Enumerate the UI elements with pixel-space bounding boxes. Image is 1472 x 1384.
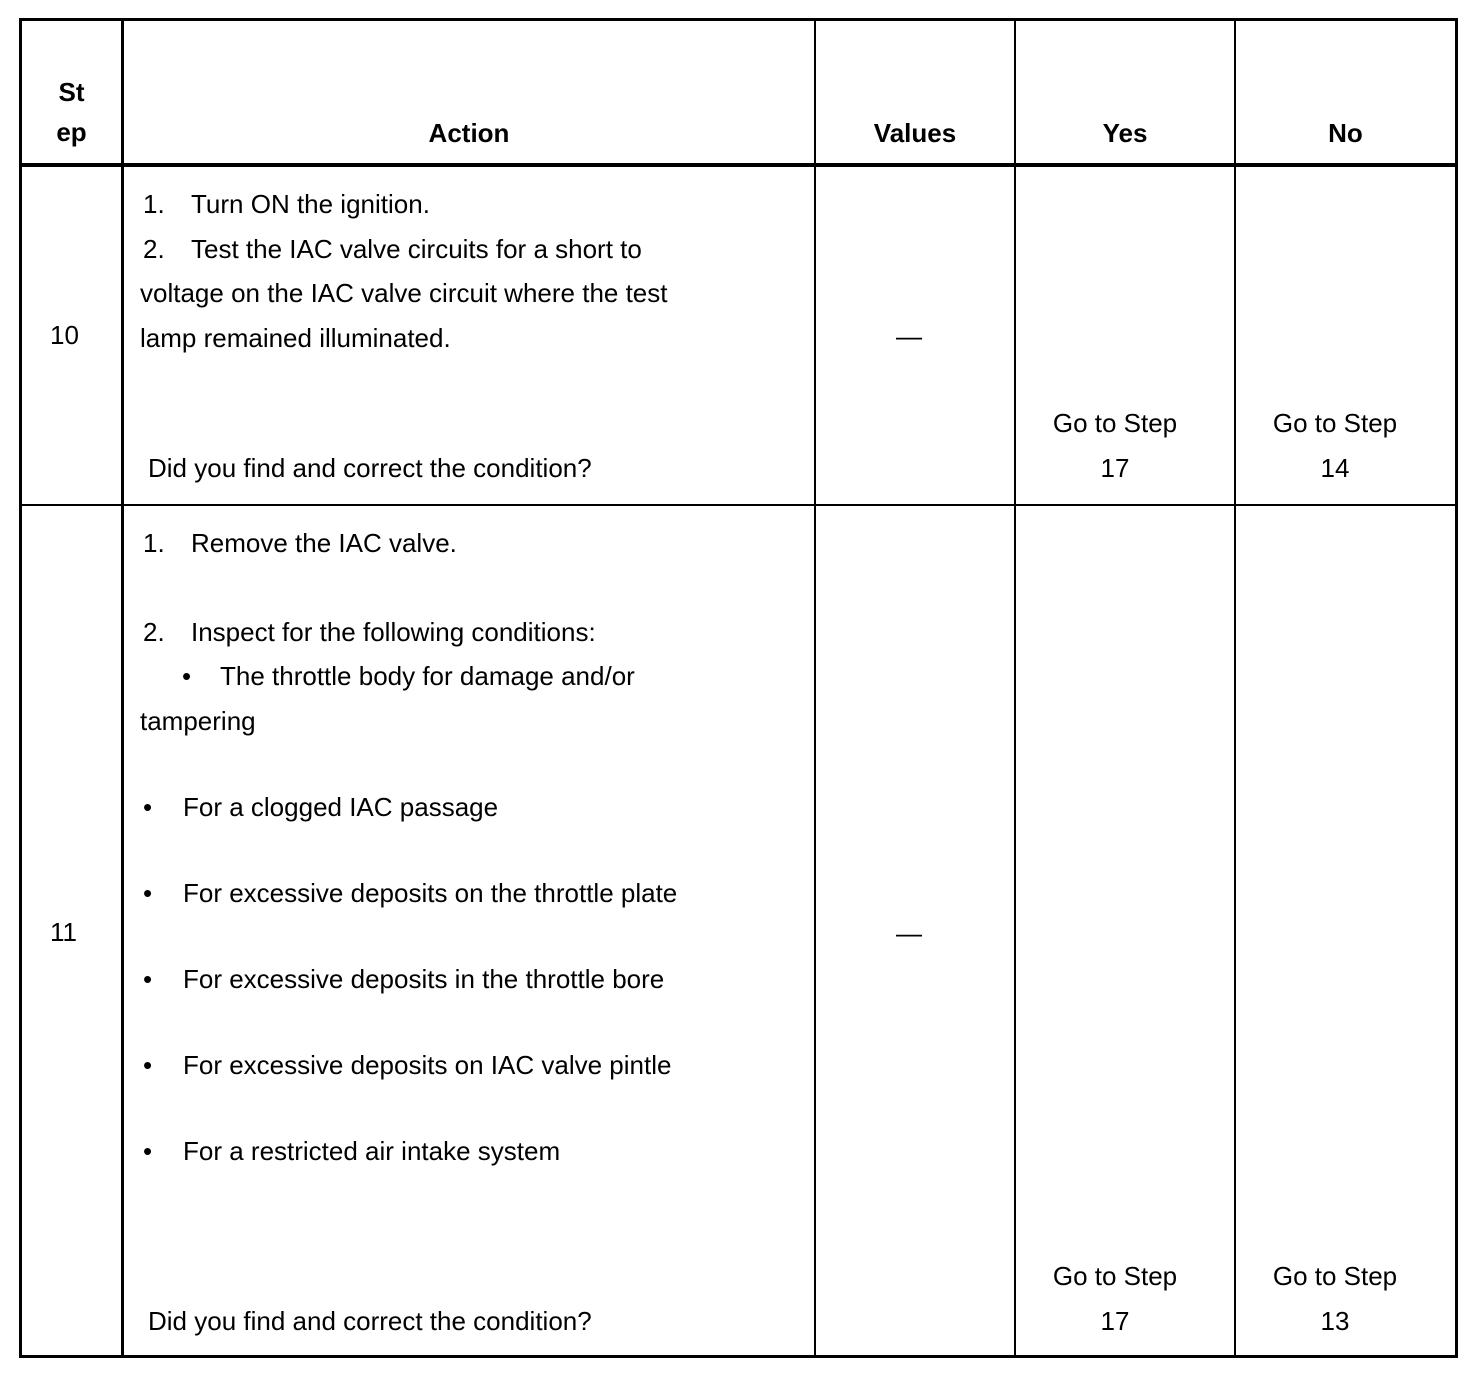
bullet: • bbox=[143, 792, 153, 822]
border-right bbox=[1455, 18, 1458, 1358]
action-item-2-cont: lamp remained illuminated. bbox=[140, 323, 451, 353]
bullet: • bbox=[182, 661, 192, 691]
action-item-number: 1. bbox=[143, 528, 165, 558]
border-top bbox=[19, 18, 1458, 21]
no-goto-label: Go to Step bbox=[1272, 1261, 1398, 1291]
col-divider-values bbox=[1014, 18, 1016, 1358]
values-cell: — bbox=[896, 918, 922, 948]
action-bullet bbox=[143, 957, 664, 1002]
header-step bbox=[22, 72, 121, 152]
action-bullet bbox=[143, 1129, 560, 1174]
action-item-number: 2. bbox=[143, 617, 165, 647]
no-goto-step: 13 bbox=[1320, 1305, 1350, 1336]
header-step-line2: ep bbox=[56, 117, 87, 147]
row-divider bbox=[19, 504, 1458, 506]
action-bullet-text: For excessive deposits in the throttle bore bbox=[183, 964, 665, 994]
step-number: 11 bbox=[50, 917, 77, 947]
bullet: • bbox=[143, 878, 153, 908]
no-cell bbox=[1236, 1254, 1434, 1343]
action-bullet bbox=[143, 1043, 671, 1088]
border-left bbox=[19, 18, 22, 1358]
col-divider-step bbox=[121, 18, 124, 1358]
action-item-text: Remove the IAC valve. bbox=[191, 528, 457, 558]
action-item-1 bbox=[143, 521, 457, 566]
yes-cell bbox=[1016, 1254, 1214, 1343]
action-subitem-cont: tampering bbox=[140, 706, 256, 736]
yes-goto-step: 17 bbox=[1100, 1305, 1130, 1336]
col-divider-action bbox=[814, 18, 816, 1358]
bullet: • bbox=[143, 1050, 153, 1080]
bullet: • bbox=[143, 964, 153, 994]
action-item-2 bbox=[143, 610, 596, 655]
action-bullet-text: For excessive deposits on the throttle plate bbox=[183, 878, 678, 908]
step-number: 10 bbox=[50, 320, 79, 350]
border-bottom bbox=[19, 1355, 1458, 1358]
values-cell: — bbox=[896, 321, 922, 351]
action-item-number: 2. bbox=[143, 234, 165, 264]
action-item-1 bbox=[143, 182, 430, 227]
action-item-2-cont: voltage on the IAC valve circuit where the test bbox=[140, 278, 668, 308]
yes-cell bbox=[1016, 401, 1214, 490]
header-action: Action bbox=[428, 118, 510, 148]
action-bullet bbox=[143, 871, 677, 916]
col-divider-yes bbox=[1234, 18, 1236, 1358]
action-subitem-text: The throttle body for damage and/or bbox=[220, 661, 635, 691]
no-goto-step: 14 bbox=[1320, 452, 1350, 483]
action-item-text: Test the IAC valve circuits for a short to bbox=[191, 234, 642, 264]
action-item-text: Turn ON the ignition. bbox=[191, 189, 430, 219]
yes-goto-step: 17 bbox=[1100, 452, 1130, 483]
action-question: Did you find and correct the condition? bbox=[148, 453, 592, 483]
header-step-line1: St bbox=[58, 77, 85, 107]
no-goto-label: Go to Step bbox=[1272, 408, 1398, 438]
action-item-text: Inspect for the following conditions: bbox=[191, 617, 596, 647]
action-bullet-text: For excessive deposits on IAC valve pintle bbox=[183, 1050, 672, 1080]
yes-goto-label: Go to Step bbox=[1052, 1261, 1178, 1291]
header-no: No bbox=[1328, 118, 1363, 148]
action-question: Did you find and correct the condition? bbox=[148, 1306, 592, 1336]
action-bullet-text: For a clogged IAC passage bbox=[183, 792, 499, 822]
action-bullet bbox=[143, 785, 498, 830]
action-subitem bbox=[182, 654, 635, 699]
header-yes: Yes bbox=[1102, 118, 1148, 148]
action-item-2 bbox=[143, 227, 642, 272]
no-cell bbox=[1236, 401, 1434, 490]
action-item-number: 1. bbox=[143, 189, 165, 219]
bullet: • bbox=[143, 1136, 153, 1166]
action-bullet-text: For a restricted air intake system bbox=[183, 1136, 561, 1166]
yes-goto-label: Go to Step bbox=[1052, 408, 1178, 438]
header-values: Values bbox=[873, 118, 957, 148]
header-divider bbox=[19, 163, 1458, 167]
